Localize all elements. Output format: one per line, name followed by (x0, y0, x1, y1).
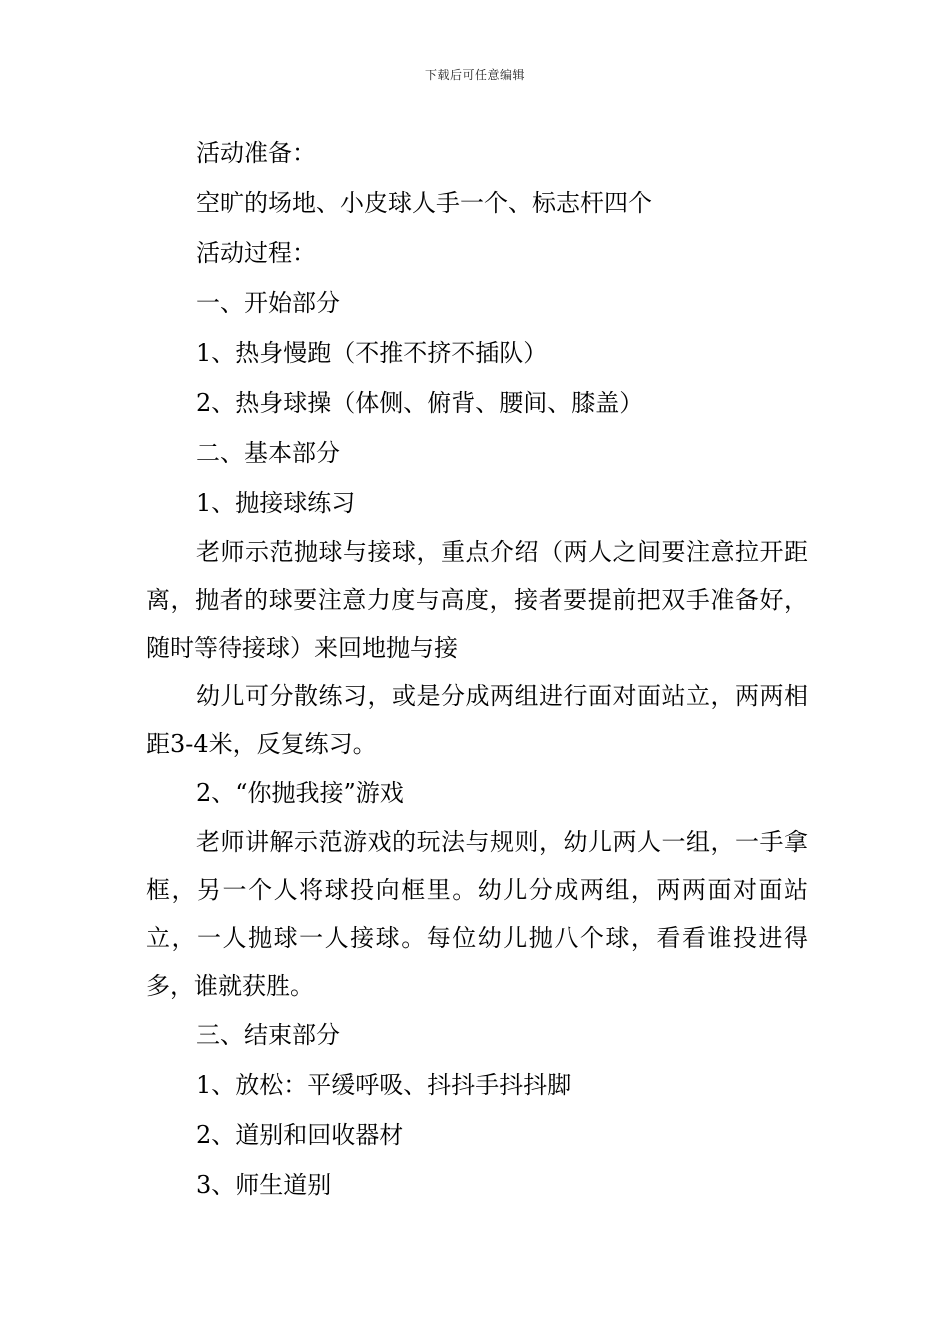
end-item-2: 2、道别和回收器材 (196, 1121, 404, 1149)
page-header: 下载后可任意编辑 (424, 68, 525, 82)
heading-preparation: 活动准备： (196, 139, 316, 167)
heading-process: 活动过程： (196, 239, 316, 267)
section-basic: 二、基本部分 (196, 439, 340, 467)
end-item-3: 3、师生道别 (196, 1171, 332, 1199)
section-end: 三、结束部分 (196, 1021, 340, 1049)
preparation-materials: 空旷的场地、小皮球人手一个、标志杆四个 (196, 189, 652, 217)
paragraph-game-rules: 老师讲解示范游戏的玩法与规则，幼儿两人一组，一手拿框，另一个人将球投向框里。幼儿分成两组，两两面对面站立，一人抛球一人接球。每位幼儿抛八个球，看看谁投进得多，谁就获胜。 (146, 828, 808, 1000)
document-body (146, 128, 808, 1210)
basic-item-2: 2、“你抛我接”游戏 (196, 779, 404, 807)
start-item-1: 1、热身慢跑（不推不挤不插队） (196, 339, 548, 367)
start-item-2: 2、热身球操（体侧、俯背、腰间、膝盖） (196, 389, 644, 417)
section-start: 一、开始部分 (196, 289, 340, 317)
paragraph-demonstration: 老师示范抛球与接球，重点介绍（两人之间要注意拉开距离，抛者的球要注意力度与高度，接者要提前把双手准备好，随时等待接球）来回地抛与接 (146, 538, 808, 662)
paragraph-practice: 幼儿可分散练习，或是分成两组进行面对面站立，两两相距3-4米，反复练习。 (146, 682, 808, 758)
basic-item-1: 1、抛接球练习 (196, 489, 356, 517)
end-item-1: 1、放松：平缓呼吸、抖抖手抖抖脚 (196, 1071, 572, 1099)
